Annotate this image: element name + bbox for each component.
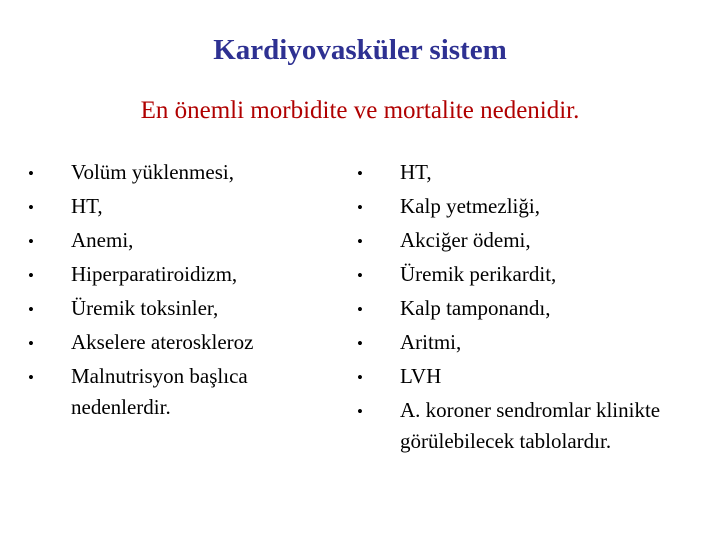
list-item-text: Volüm yüklenmesi, (71, 160, 234, 184)
bullet-icon: • (357, 402, 363, 421)
list-item (28, 361, 328, 423)
list-item-text: HT, (400, 160, 432, 184)
list-item (357, 327, 697, 358)
bullet-icon: • (28, 198, 34, 217)
list-item (28, 293, 328, 324)
list-item (28, 327, 328, 358)
bullet-icon: • (357, 232, 363, 251)
right-bullet-list (357, 157, 697, 460)
list-item (28, 191, 328, 222)
list-item-text: HT, (71, 194, 103, 218)
list-item-text: Aritmi, (400, 330, 462, 354)
bullet-icon: • (357, 198, 363, 217)
bullet-icon: • (28, 368, 34, 387)
bullet-icon: • (28, 300, 34, 319)
list-item (357, 361, 697, 392)
bullet-icon: • (357, 266, 363, 285)
list-item-text: Anemi, (71, 228, 134, 252)
list-item-text: Üremik toksinler, (71, 296, 219, 320)
bullet-icon: • (28, 164, 34, 183)
slide-subtitle: En önemli morbidite ve mortalite nedenidir. (140, 97, 580, 124)
bullet-icon: • (357, 368, 363, 387)
bullet-icon: • (28, 232, 34, 251)
list-item-text: Akselere ateroskleroz (71, 330, 254, 354)
list-item-text: Hiperparatiroidizm, (71, 262, 238, 286)
list-item-text: A. koroner sendromlar klinikte görülebilecek tablolardır. (400, 398, 661, 453)
list-item-text: LVH (400, 364, 442, 388)
list-item (357, 293, 697, 324)
list-item (28, 259, 328, 290)
list-item (357, 157, 697, 188)
list-item (357, 259, 697, 290)
list-item-text: Üremik perikardit, (400, 262, 557, 286)
list-item-text: Akciğer ödemi, (400, 228, 531, 252)
left-bullet-list (28, 157, 328, 426)
bullet-icon: • (28, 266, 34, 285)
list-item (357, 395, 697, 457)
list-item (357, 225, 697, 256)
list-item (28, 225, 328, 256)
list-item-text: Malnutrisyon başlıca nedenlerdir. (71, 364, 248, 419)
bullet-icon: • (357, 164, 363, 183)
list-item (28, 157, 328, 188)
list-item-text: Kalp yetmezliği, (400, 194, 540, 218)
bullet-icon: • (28, 334, 34, 353)
list-item (357, 191, 697, 222)
bullet-icon: • (357, 334, 363, 353)
list-item-text: Kalp tamponandı, (400, 296, 551, 320)
slide-title: Kardiyovasküler sistem (213, 34, 507, 66)
bullet-icon: • (357, 300, 363, 319)
